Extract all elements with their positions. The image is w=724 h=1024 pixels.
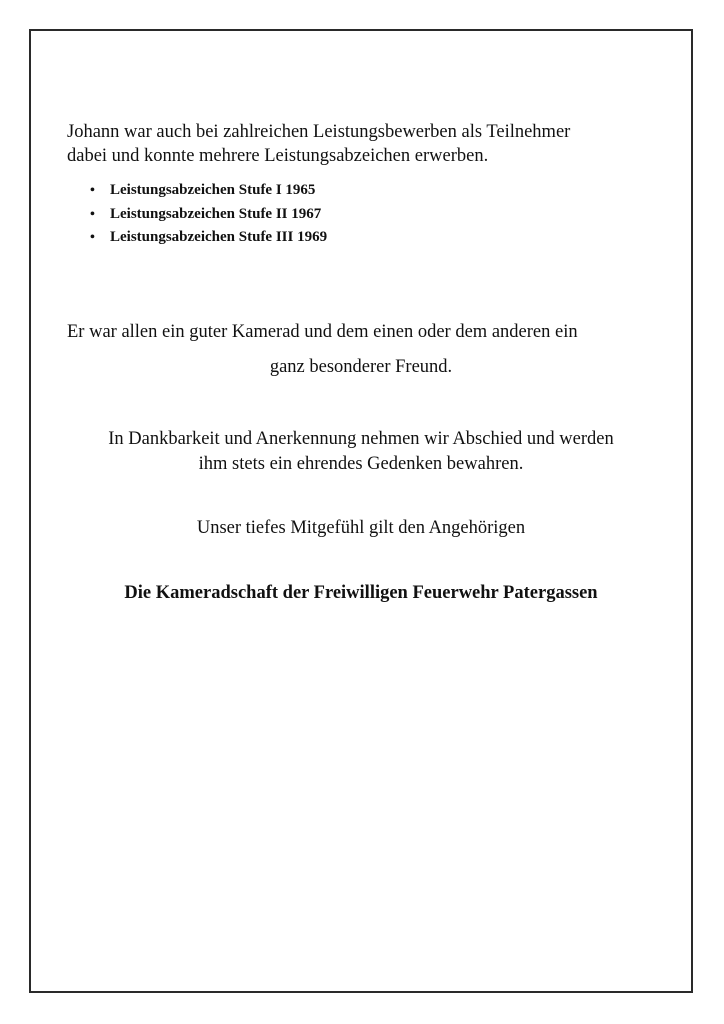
kamerad-line-2: ganz besonderer Freund. [269, 357, 453, 377]
kamerad-line-1: Er war allen ein guter Kamerad und dem einen oder dem anderen ein [67, 322, 578, 342]
intro-line-2: dabei und konnte mehrere Leistungsabzeichen erwerben. [67, 146, 489, 166]
list-item [90, 203, 327, 227]
intro-line-1: Johann war auch bei zahlreichen Leistungsbewerben als Teilnehmer [67, 122, 571, 142]
award-label: Leistungsabzeichen Stufe III 1969 [110, 229, 328, 245]
intro-paragraph [67, 120, 667, 168]
bullet-icon: • [90, 230, 95, 245]
bullet-icon: • [90, 206, 95, 222]
list-item [90, 179, 327, 203]
list-item [90, 226, 327, 250]
signature: Die Kameradschaft der Freiwilligen Feuerwehr Patergassen [124, 583, 598, 603]
thanks-line-2: ihm stets ein ehrendes Gedenken bewahren. [198, 454, 524, 474]
thanks-line-1: In Dankbarkeit und Anerkennung nehmen wir Abschied und werden [108, 429, 614, 449]
award-label: Leistungsabzeichen Stufe II 1967 [110, 205, 322, 222]
awards-list [90, 179, 327, 250]
sympathy-text: Unser tiefes Mitgefühl gilt den Angehörigen [196, 518, 526, 538]
thanks-paragraph [29, 427, 693, 477]
page-border [29, 29, 693, 993]
award-label: Leistungsabzeichen Stufe I 1965 [110, 182, 316, 198]
bullet-icon: • [90, 183, 95, 198]
